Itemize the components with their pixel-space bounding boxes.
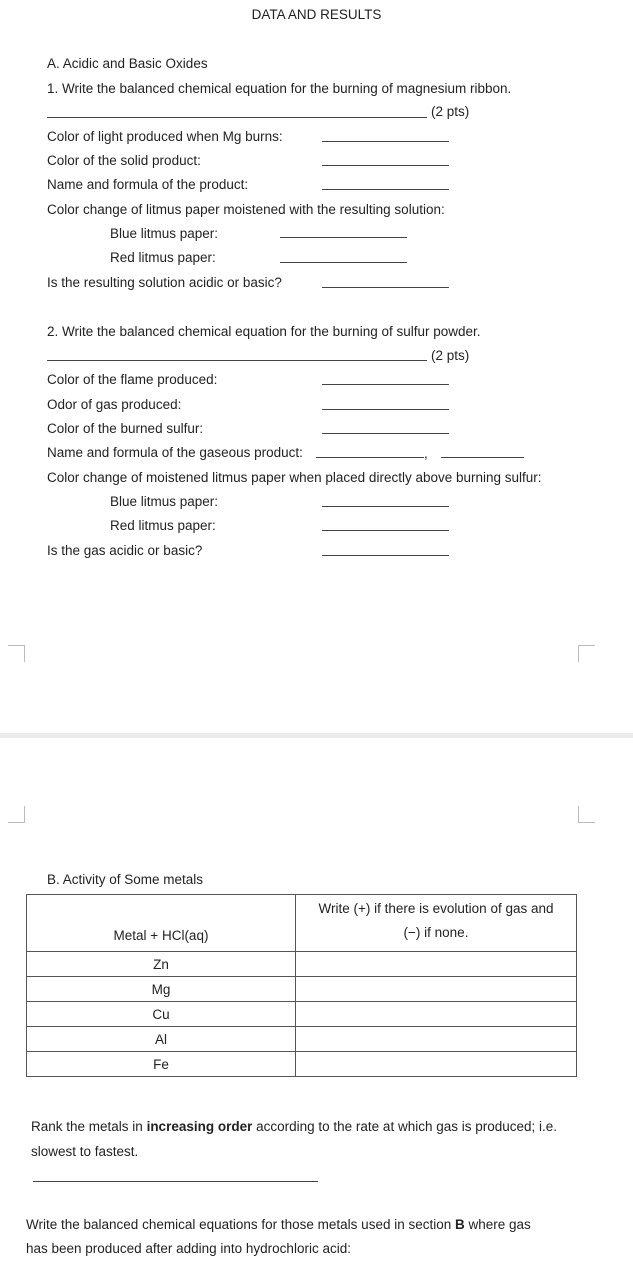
- metal-cell: Mg: [27, 977, 296, 1002]
- q2-red-litmus-label: Red litmus paper:: [110, 518, 216, 533]
- rank-text-emphasis: increasing order: [146, 1119, 253, 1134]
- gas-result-cell[interactable]: [296, 1052, 577, 1077]
- table-row: [27, 977, 577, 1002]
- q1-points: (2 pts): [431, 104, 470, 119]
- q1-equation-blank[interactable]: [47, 117, 427, 118]
- gas-result-cell[interactable]: [296, 977, 577, 1002]
- page-corner-mark: [8, 806, 25, 823]
- q1-light-color-label: Color of light produced when Mg burns:: [47, 129, 283, 144]
- section-b-heading: B. Activity of Some metals: [47, 872, 204, 887]
- equations-text-pre: Write the balanced chemical equations for those metals used in section: [26, 1217, 455, 1232]
- q1-solid-color-label: Color of the solid product:: [47, 153, 201, 168]
- q2-prompt: 2. Write the balanced chemical equation for the burning of sulfur powder.: [47, 324, 481, 339]
- table-row: [27, 1002, 577, 1027]
- q2-gas-name-blank[interactable]: [316, 457, 424, 458]
- q2-blue-litmus-label: Blue litmus paper:: [110, 494, 219, 509]
- metal-cell: Cu: [27, 1002, 296, 1027]
- page-corner-mark: [8, 645, 25, 662]
- q2-flame-color-label: Color of the flame produced:: [47, 372, 218, 387]
- q1-prompt: 1. Write the balanced chemical equation for the burning of magnesium ribbon.: [47, 81, 512, 96]
- equations-instruction: [26, 1217, 531, 1232]
- q2-gas-separator: ,: [424, 446, 428, 461]
- gas-column-header-line1: Write (+) if there is evolution of gas and: [318, 901, 554, 916]
- table-row: [27, 1027, 577, 1052]
- q1-blue-litmus-label: Blue litmus paper:: [110, 226, 219, 241]
- metal-cell: Fe: [27, 1052, 296, 1077]
- equations-text-post: where gas: [464, 1217, 531, 1232]
- q1-acid-basic-blank[interactable]: [322, 287, 449, 288]
- gas-result-cell[interactable]: [296, 952, 577, 977]
- q2-odor-label: Odor of gas produced:: [47, 397, 182, 412]
- q1-product-label: Name and formula of the product:: [47, 177, 249, 192]
- rank-text-post: according to the rate at which gas is produced; i.e.: [252, 1119, 558, 1134]
- metal-activity-table: [26, 894, 577, 1077]
- page-corner-mark: [578, 645, 595, 662]
- q2-red-litmus-blank[interactable]: [322, 530, 449, 531]
- q2-burned-sulfur-blank[interactable]: [322, 433, 449, 434]
- page-break-divider: [0, 733, 633, 738]
- q1-acid-basic-label: Is the resulting solution acidic or basic?: [47, 275, 282, 290]
- q2-acid-basic-label: Is the gas acidic or basic?: [47, 543, 203, 558]
- q2-litmus-change-label: Color change of moistened litmus paper when placed directly above burning sulfur:: [47, 470, 542, 485]
- q2-odor-blank[interactable]: [322, 409, 449, 410]
- q2-blue-litmus-blank[interactable]: [322, 506, 449, 507]
- q1-product-blank[interactable]: [322, 189, 449, 190]
- table-header-row: [27, 895, 577, 952]
- table-row: [27, 1052, 577, 1077]
- table-row: [27, 952, 577, 977]
- gas-column-header-line2: (−) if none.: [403, 925, 469, 940]
- gas-result-cell[interactable]: [296, 1002, 577, 1027]
- equations-text-emphasis: B: [455, 1217, 465, 1232]
- rank-instruction: [31, 1119, 557, 1134]
- rank-instruction-line2: slowest to fastest.: [31, 1144, 139, 1159]
- q2-flame-color-blank[interactable]: [322, 384, 449, 385]
- gas-column-header: [296, 895, 577, 952]
- equations-instruction-line2: has been produced after adding into hydrochloric acid:: [26, 1241, 351, 1256]
- rank-text-pre: Rank the metals in: [31, 1119, 147, 1134]
- section-a-heading: A. Acidic and Basic Oxides: [47, 56, 208, 71]
- gas-result-cell[interactable]: [296, 1027, 577, 1052]
- q1-light-color-blank[interactable]: [322, 141, 449, 142]
- q1-red-litmus-label: Red litmus paper:: [110, 250, 216, 265]
- q2-gas-product-label: Name and formula of the gaseous product:: [47, 445, 303, 460]
- q1-red-litmus-blank[interactable]: [280, 262, 407, 263]
- q2-burned-sulfur-label: Color of the burned sulfur:: [47, 421, 204, 436]
- q2-equation-blank[interactable]: [47, 360, 427, 361]
- q1-solid-color-blank[interactable]: [322, 165, 449, 166]
- q2-gas-formula-blank[interactable]: [441, 457, 524, 458]
- metal-column-header: Metal + HCl(aq): [27, 895, 296, 952]
- q2-points: (2 pts): [431, 348, 470, 363]
- page-title: DATA AND RESULTS: [251, 7, 382, 22]
- rank-answer-blank[interactable]: [33, 1181, 318, 1182]
- q1-litmus-change-label: Color change of litmus paper moistened with the resulting solution:: [47, 202, 445, 217]
- q1-blue-litmus-blank[interactable]: [280, 237, 407, 238]
- q2-acid-basic-blank[interactable]: [322, 555, 449, 556]
- metal-cell: Zn: [27, 952, 296, 977]
- metal-cell: Al: [27, 1027, 296, 1052]
- page-corner-mark: [578, 806, 595, 823]
